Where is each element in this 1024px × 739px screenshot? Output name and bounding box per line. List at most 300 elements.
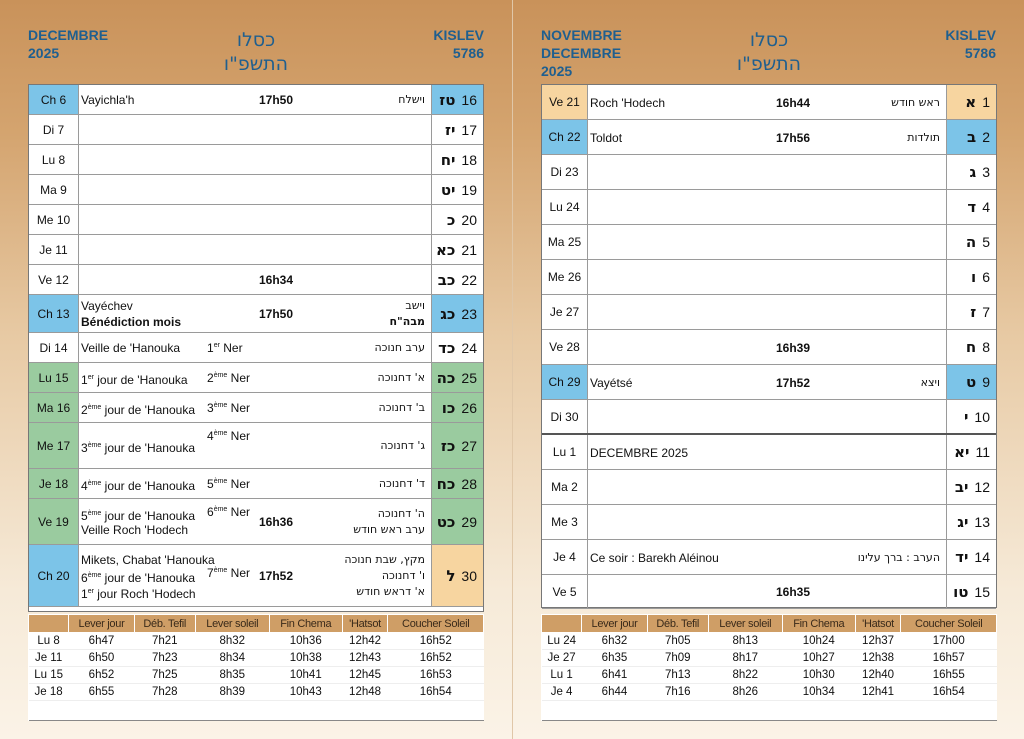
calendar-row (29, 85, 483, 115)
month-title-fr: DECEMBRE 2025 (28, 27, 109, 61)
zmanim-header: Coucher Soleil (388, 615, 484, 633)
calendar-row (29, 235, 483, 265)
hebrew-date-letter: יא (954, 443, 970, 461)
calendar-row (542, 365, 996, 400)
zmanim-cell: Je 11 (29, 650, 69, 667)
event-title: Vayéchev (81, 299, 133, 313)
zmanim-cell: 16h53 (388, 667, 484, 684)
zmanim-cell: 16h55 (901, 667, 997, 684)
zmanim-cell: 6h32 (582, 633, 648, 650)
event-title: Ce soir : Barekh Aléinou (590, 550, 719, 565)
hebrew-date (946, 295, 996, 329)
hebrew-date-letter: ו (971, 268, 977, 286)
candle-lighting-time: 16h36 (259, 515, 294, 529)
hebrew-date-letter: יט (440, 180, 456, 199)
day-label: Lu 24 (542, 190, 588, 224)
hebrew-date-number: 24 (461, 339, 477, 356)
zmanim-header: Lever soleil (195, 615, 269, 633)
day-label: Je 11 (29, 235, 79, 264)
zmanim-row (29, 667, 484, 684)
hebrew-date-letter: כח (436, 474, 456, 493)
hebrew-date-letter: יד (955, 548, 969, 566)
hanukkah-candle: 2ème Ner (207, 371, 250, 385)
hebrew-date (431, 295, 483, 332)
hebrew-date-number: 21 (461, 241, 477, 258)
event-title-hebrew: וישב (405, 299, 425, 312)
calendar-row (542, 470, 996, 505)
zmanim-cell: 7h09 (647, 650, 708, 667)
month-title-fr: NOVEMBRE DECEMBRE 2025 (541, 27, 622, 79)
candle-lighting-time: 17h50 (259, 307, 294, 321)
zmanim-cell: 10h41 (269, 667, 342, 684)
zmanim-cell: Lu 1 (542, 667, 582, 684)
hebrew-date-number: 28 (461, 475, 477, 492)
day-label: Ma 2 (542, 470, 588, 504)
hebrew-date (946, 260, 996, 294)
day-label: Ch 20 (29, 545, 79, 606)
zmanim-cell (342, 701, 388, 721)
zmanim-header (542, 615, 582, 633)
hebrew-date-number: 11 (975, 444, 990, 460)
hebrew-date-letter: כ (446, 210, 456, 229)
hebrew-date (431, 115, 483, 144)
zmanim-cell: 10h38 (269, 650, 342, 667)
calendar-row (29, 423, 483, 469)
day-label: Lu 1 (542, 435, 588, 469)
hebrew-date (946, 540, 996, 574)
hebrew-date-number: 30 (461, 567, 477, 584)
hebrew-date-letter: כד (438, 338, 456, 357)
calendar-row (29, 469, 483, 499)
hebrew-date (431, 175, 483, 204)
hebrew-date (431, 469, 483, 498)
zmanim-cell: 6h41 (582, 667, 648, 684)
hebrew-date-number: 29 (461, 513, 477, 530)
hebrew-date-letter: ח (965, 338, 977, 356)
zmanim-table (541, 614, 997, 721)
candle-lighting-time: 16h34 (259, 273, 294, 287)
zmanim-cell (29, 701, 69, 721)
event-title: Vayichla'h (81, 93, 135, 107)
event-title: 4ème jour de 'Hanouka (81, 479, 195, 493)
day-label: Di 14 (29, 333, 79, 362)
month-title-heb-latin: KISLEV 5786 (945, 27, 996, 61)
hebrew-date (946, 435, 996, 469)
calendar-row (29, 393, 483, 423)
event-title-hebrew: ג' דחנוכה (380, 439, 425, 452)
zmanim-header: Déb. Tefil (134, 615, 195, 633)
hebrew-date (946, 330, 996, 364)
hebrew-date (431, 235, 483, 264)
zmanim-cell: 16h54 (388, 684, 484, 701)
day-label: Di 23 (542, 155, 588, 189)
calendar-row (542, 260, 996, 295)
calendar-row (29, 363, 483, 393)
event-title-hebrew: ה' דחנוכה (377, 507, 425, 520)
zmanim-cell: 7h23 (134, 650, 195, 667)
zmanim-header-row (542, 615, 997, 633)
hebrew-date-number: 12 (974, 479, 990, 495)
zmanim-header: Fin Chema (782, 615, 855, 633)
event-title-hebrew: ויצא (920, 375, 940, 389)
hebrew-date (946, 575, 996, 608)
zmanim-cell: 10h27 (782, 650, 855, 667)
hebrew-date-letter: ל (446, 566, 456, 585)
zmanim-cell (901, 701, 997, 721)
hebrew-date (946, 85, 996, 119)
hebrew-date (431, 205, 483, 234)
hebrew-date-letter: ז (970, 303, 977, 321)
zmanim-header: Lever jour (69, 615, 135, 633)
calendar-row (542, 155, 996, 190)
zmanim-row (542, 650, 997, 667)
hebrew-date-number: 3 (982, 164, 990, 180)
zmanim-cell: 6h44 (582, 684, 648, 701)
event-title-hebrew: ב' דחנוכה (378, 401, 425, 414)
zmanim-cell: 12h41 (855, 684, 901, 701)
zmanim-cell: 6h50 (69, 650, 135, 667)
hebrew-date-letter: ג (969, 163, 977, 181)
event-title-hebrew: ו' דחנוכה (381, 569, 425, 582)
zmanim-cell: 8h22 (708, 667, 782, 684)
zmanim-cell: 12h38 (855, 650, 901, 667)
hebrew-date-number: 7 (982, 304, 990, 320)
day-label: Ve 19 (29, 499, 79, 544)
hanukkah-candle: 1er Ner (207, 341, 243, 355)
event-title: 6ème jour de 'Hanouka (81, 571, 195, 585)
event-title: Vayétsé (590, 375, 633, 390)
calendar-row (29, 545, 483, 607)
zmanim-row (542, 667, 997, 684)
hebrew-date-letter: טו (953, 582, 969, 601)
calendar-row (542, 575, 996, 609)
zmanim-header: 'Hatsot (855, 615, 901, 633)
zmanim-cell: 7h13 (647, 667, 708, 684)
day-label: Ch 6 (29, 85, 79, 114)
zmanim-cell: 12h42 (342, 633, 388, 650)
zmanim-cell: 6h47 (69, 633, 135, 650)
zmanim-cell (269, 701, 342, 721)
event-title: 5ème jour de 'Hanouka (81, 509, 195, 523)
hebrew-date (946, 120, 996, 154)
hebrew-date-number: 20 (461, 211, 477, 228)
zmanim-cell: 10h34 (782, 684, 855, 701)
zmanim-row (29, 650, 484, 667)
hebrew-date (946, 400, 996, 433)
day-label: Je 27 (542, 295, 588, 329)
calendar-grid (541, 84, 997, 608)
event-title: Mikets, Chabat 'Hanouka (81, 553, 215, 567)
hebrew-date (946, 505, 996, 539)
hebrew-date (431, 423, 483, 468)
zmanim-cell: 6h55 (69, 684, 135, 701)
zmanim-cell: Lu 15 (29, 667, 69, 684)
hebrew-date-letter: יז (444, 120, 456, 139)
day-label: Ma 9 (29, 175, 79, 204)
hebrew-date-number: 22 (461, 271, 477, 288)
zmanim-cell: 7h05 (647, 633, 708, 650)
zmanim-cell (855, 701, 901, 721)
calendar-row (29, 265, 483, 295)
hebrew-date (431, 85, 483, 114)
calendar-row (29, 205, 483, 235)
zmanim-cell: 8h35 (195, 667, 269, 684)
calendar-row (29, 295, 483, 333)
zmanim-cell: 8h17 (708, 650, 782, 667)
hebrew-date-number: 23 (461, 305, 477, 322)
calendar-row (542, 190, 996, 225)
hebrew-date-letter: כג (440, 304, 456, 323)
zmanim-cell (195, 701, 269, 721)
calendar-row (542, 225, 996, 260)
candle-lighting-time: 16h35 (776, 585, 811, 599)
candle-lighting-time: 17h56 (776, 130, 811, 145)
hebrew-date-letter: ט (966, 373, 977, 391)
day-label: Ch 22 (542, 120, 588, 154)
calendar-row (542, 120, 996, 155)
day-label: Ve 12 (29, 265, 79, 294)
hebrew-date-letter: יג (957, 513, 969, 531)
hebrew-date (431, 265, 483, 294)
zmanim-cell: Je 18 (29, 684, 69, 701)
event-title-hebrew: מקץ, שבת חנוכה (344, 553, 425, 566)
zmanim-cell: 10h43 (269, 684, 342, 701)
event-title: DECEMBRE 2025 (590, 445, 689, 460)
event-title: Veille Roch 'Hodech (81, 523, 189, 537)
hebrew-date-number: 25 (461, 369, 477, 386)
zmanim-cell: Lu 8 (29, 633, 69, 650)
zmanim-cell: 16h52 (388, 650, 484, 667)
day-label: Lu 15 (29, 363, 79, 392)
event-title-hebrew: א' דחנוכה (377, 371, 425, 384)
zmanim-cell: Lu 24 (542, 633, 582, 650)
event-title-hebrew: תולדות (907, 130, 940, 144)
hebrew-date (431, 499, 483, 544)
event-title-hebrew: מבה"ח (389, 315, 425, 328)
zmanim-cell: 8h34 (195, 650, 269, 667)
day-label: Me 3 (542, 505, 588, 539)
hanukkah-candle: 5ème Ner (207, 477, 250, 491)
zmanim-cell: 17h00 (901, 633, 997, 650)
event-title-hebrew: ראש חודש (891, 95, 940, 109)
candle-lighting-time: 16h39 (776, 340, 811, 355)
zmanim-header: 'Hatsot (342, 615, 388, 633)
calendar-row (542, 330, 996, 365)
hebrew-date-letter: א (965, 93, 977, 111)
hebrew-date (431, 393, 483, 422)
zmanim-cell: 7h16 (647, 684, 708, 701)
event-title-hebrew: הערב : ברך עלינו (857, 550, 940, 564)
hebrew-date (946, 470, 996, 504)
zmanim-cell: 16h52 (388, 633, 484, 650)
day-label: Ve 21 (542, 85, 588, 119)
day-label: Me 26 (542, 260, 588, 294)
day-label: Ma 16 (29, 393, 79, 422)
day-label: Ve 5 (542, 575, 588, 608)
month-title-he: כסלו התשפ"ו (736, 29, 802, 75)
zmanim-cell: 8h26 (708, 684, 782, 701)
zmanim-cell: 8h13 (708, 633, 782, 650)
calendar-row (29, 145, 483, 175)
zmanim-row (29, 633, 484, 650)
event-title: Veille de 'Hanouka (81, 341, 181, 355)
candle-lighting-time: 17h52 (776, 375, 811, 390)
zmanim-blank-row (29, 701, 484, 721)
month-title-he: כסלו התשפ"ו (223, 29, 289, 75)
hebrew-date-letter: טז (439, 90, 456, 109)
zmanim-header: Lever jour (582, 615, 648, 633)
day-label: Di 30 (542, 400, 588, 433)
event-title: Toldot (590, 130, 623, 145)
hebrew-date-number: 13 (974, 514, 990, 530)
zmanim-header: Lever soleil (708, 615, 782, 633)
hebrew-date-number: 17 (461, 121, 477, 138)
hebrew-date-number: 8 (982, 339, 990, 355)
hebrew-date-letter: ה (965, 233, 977, 251)
zmanim-cell (388, 701, 484, 721)
hebrew-date-number: 16 (461, 91, 477, 108)
calendar-row (542, 540, 996, 575)
hebrew-date-number: 15 (974, 583, 990, 600)
hebrew-date-number: 14 (974, 549, 990, 565)
zmanim-cell (69, 701, 135, 721)
event-title: 2ème jour de 'Hanouka (81, 403, 195, 417)
hebrew-date (431, 363, 483, 392)
zmanim-header: Coucher Soleil (901, 615, 997, 633)
calendar-row (542, 85, 996, 120)
zmanim-header: Fin Chema (269, 615, 342, 633)
hebrew-date-number: 19 (461, 181, 477, 198)
hebrew-date-letter: כט (436, 512, 456, 531)
zmanim-cell: 12h40 (855, 667, 901, 684)
zmanim-cell: 7h28 (134, 684, 195, 701)
zmanim-cell: 6h35 (582, 650, 648, 667)
zmanim-cell: 10h30 (782, 667, 855, 684)
hebrew-date-letter: כו (441, 398, 456, 417)
hanukkah-candle: 4ème Ner (207, 429, 250, 443)
zmanim-header (29, 615, 69, 633)
event-title-hebrew: ערב חנוכה (374, 341, 425, 354)
zmanim-cell (647, 701, 708, 721)
hanukkah-candle: 6ème Ner (207, 505, 250, 519)
candle-lighting-time: 17h52 (259, 569, 294, 583)
calendar-row (29, 499, 483, 545)
zmanim-cell: 7h21 (134, 633, 195, 650)
hebrew-date-number: 1 (982, 94, 990, 110)
day-label: Me 10 (29, 205, 79, 234)
hebrew-date-number: 4 (982, 199, 990, 215)
zmanim-cell (582, 701, 648, 721)
event-title-hebrew: ערב ראש חודש (353, 523, 425, 536)
day-label: Ma 25 (542, 225, 588, 259)
zmanim-cell: 12h45 (342, 667, 388, 684)
zmanim-header-row (29, 615, 484, 633)
day-label: Di 7 (29, 115, 79, 144)
zmanim-row (542, 684, 997, 701)
zmanim-cell: 16h54 (901, 684, 997, 701)
event-title: 3ème jour de 'Hanouka (81, 441, 195, 455)
day-label: Je 18 (29, 469, 79, 498)
zmanim-cell: Je 4 (542, 684, 582, 701)
zmanim-cell: 10h24 (782, 633, 855, 650)
event-title: 1er jour de 'Hanouka (81, 373, 188, 387)
hebrew-date-letter: כז (440, 436, 456, 455)
zmanim-cell (134, 701, 195, 721)
calendar-row (542, 295, 996, 330)
zmanim-cell: 8h32 (195, 633, 269, 650)
hebrew-date (946, 225, 996, 259)
hebrew-date (431, 545, 483, 606)
day-label: Ve 28 (542, 330, 588, 364)
zmanim-cell: Je 27 (542, 650, 582, 667)
hebrew-date (946, 365, 996, 399)
event-title-hebrew: א' דראש חודש (356, 585, 425, 598)
hebrew-date-letter: י (964, 407, 969, 426)
zmanim-cell: 6h52 (69, 667, 135, 684)
zmanim-cell (708, 701, 782, 721)
calendar-grid (28, 84, 484, 612)
calendar-row (29, 175, 483, 205)
month-title-heb-latin: KISLEV 5786 (433, 27, 484, 61)
hebrew-date-letter: ד (967, 198, 977, 216)
zmanim-cell: 7h25 (134, 667, 195, 684)
event-title-hebrew: וישלח (398, 93, 425, 106)
day-label: Lu 8 (29, 145, 79, 174)
hebrew-date-number: 9 (982, 374, 990, 390)
hebrew-date (946, 155, 996, 189)
event-title: Bénédiction mois (81, 315, 182, 329)
hebrew-date (431, 333, 483, 362)
calendar-row (542, 400, 996, 435)
right-page (512, 0, 1024, 739)
hebrew-date (946, 190, 996, 224)
hebrew-date-number: 2 (982, 129, 990, 145)
zmanim-row (29, 684, 484, 701)
zmanim-cell: 12h48 (342, 684, 388, 701)
hebrew-date-letter: ב (967, 128, 977, 146)
hebrew-date-letter: יח (440, 150, 456, 169)
calendar-row (542, 435, 996, 470)
day-label: Ch 29 (542, 365, 588, 399)
hebrew-date-letter: יב (954, 478, 969, 496)
hebrew-date-number: 5 (982, 234, 990, 250)
zmanim-cell (782, 701, 855, 721)
zmanim-cell: 10h36 (269, 633, 342, 650)
day-label: Ch 13 (29, 295, 79, 332)
event-title: Roch 'Hodech (590, 95, 665, 110)
hanukkah-candle: 3ème Ner (207, 401, 250, 415)
hanukkah-candle: 7ème Ner (207, 566, 250, 580)
zmanim-row (542, 633, 997, 650)
zmanim-table (28, 614, 484, 721)
calendar-row (542, 505, 996, 540)
candle-lighting-time: 16h44 (776, 95, 811, 110)
hebrew-date (431, 145, 483, 174)
hebrew-date-number: 26 (461, 399, 477, 416)
calendar-row (29, 333, 483, 363)
candle-lighting-time: 17h50 (259, 93, 294, 107)
zmanim-cell (542, 701, 582, 721)
hebrew-date-number: 6 (982, 269, 990, 285)
event-title: 1er jour Roch 'Hodech (81, 587, 196, 601)
zmanim-cell: 16h57 (901, 650, 997, 667)
zmanim-cell: 12h43 (342, 650, 388, 667)
day-label: Me 17 (29, 423, 79, 468)
hebrew-date-number: 18 (461, 151, 477, 168)
event-title-hebrew: ד' דחנוכה (378, 477, 425, 490)
hebrew-date-letter: כא (436, 240, 456, 259)
hebrew-date-number: 27 (461, 437, 477, 454)
